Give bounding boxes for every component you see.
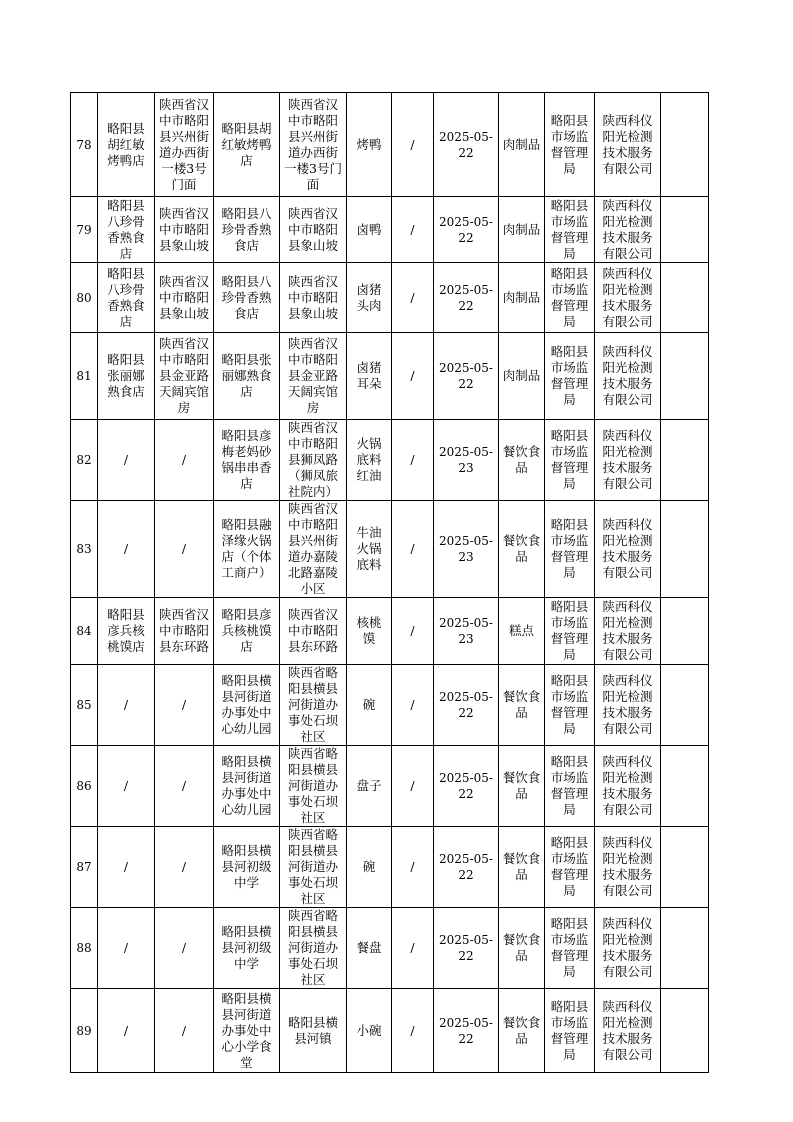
producer-address-cell-text: 陕西省汉中市略阳县兴州街道办西街一楼3号门面 bbox=[284, 96, 342, 192]
sampled-unit-address-cell-text: 陕西省汉中市略阳县象山坡 bbox=[158, 205, 209, 253]
remark-cell bbox=[661, 420, 709, 501]
organizing-bureau-cell bbox=[545, 263, 595, 333]
sampled-unit-address-cell bbox=[155, 989, 214, 1073]
testing-agency-cell-text: 陕西科仪阳光检测技术服务有限公司 bbox=[602, 673, 653, 736]
producer-name-cell bbox=[214, 989, 280, 1073]
producer-name-cell-text: 略阳县横县河初级中学 bbox=[221, 843, 272, 890]
producer-name-cell bbox=[214, 197, 280, 263]
sampled-unit-name-cell bbox=[98, 827, 155, 908]
producer-address-cell-text: 陕西省略阳县横县河街道办事处石坝社区 bbox=[287, 746, 338, 825]
testing-agency-cell-text: 陕西科仪阳光检测技术服务有限公司 bbox=[602, 112, 653, 176]
organizing-bureau-cell bbox=[545, 93, 595, 197]
organizing-bureau-cell-text: 略阳县市场监督管理局 bbox=[550, 112, 589, 176]
testing-agency-cell bbox=[595, 989, 661, 1073]
sampling-date-cell bbox=[434, 501, 499, 598]
row-number-cell-text: 87 bbox=[76, 860, 92, 874]
producer-address-cell-text: 陕西省略阳县横县河街道办事处石坝社区 bbox=[287, 908, 338, 987]
sampling-date-cell bbox=[434, 333, 499, 420]
testing-agency-cell bbox=[595, 665, 661, 746]
testing-agency-cell-text: 陕西科仪阳光检测技术服务有限公司 bbox=[602, 916, 653, 979]
spec-cell-text: / bbox=[410, 623, 415, 638]
organizing-bureau-cell bbox=[545, 333, 595, 420]
producer-name-cell-text: 略阳县横县河初级中学 bbox=[221, 924, 272, 971]
sampling-date-cell bbox=[434, 989, 499, 1073]
spec-cell-text: / bbox=[410, 778, 415, 793]
organizing-bureau-cell-text: 略阳县市场监督管理局 bbox=[550, 344, 589, 407]
sampled-unit-name-cell bbox=[98, 420, 155, 501]
sampled-unit-address-cell-text: 陕西省汉中市略阳县金亚路天阔宾馆房 bbox=[158, 336, 209, 415]
sampled-unit-name-cell-text: 略阳县张丽娜熟食店 bbox=[107, 352, 145, 399]
testing-agency-cell-text: 陕西科仪阳光检测技术服务有限公司 bbox=[602, 998, 653, 1062]
sampled-unit-address-cell-text: 陕西省汉中市略阳县象山坡 bbox=[158, 273, 209, 321]
food-category-cell-text: 餐饮食品 bbox=[502, 932, 541, 963]
sampled-unit-name-cell bbox=[98, 501, 155, 598]
food-category-cell-text: 餐饮食品 bbox=[502, 770, 541, 801]
table-row bbox=[71, 908, 709, 989]
table-row bbox=[71, 598, 709, 665]
sample-name-cell bbox=[347, 665, 392, 746]
sample-name-cell bbox=[347, 263, 392, 333]
sampling-date-cell bbox=[434, 908, 499, 989]
organizing-bureau-cell bbox=[545, 746, 595, 827]
row-number-cell-text: 78 bbox=[76, 137, 92, 152]
food-category-cell-text: 肉制品 bbox=[502, 368, 541, 383]
organizing-bureau-cell bbox=[545, 665, 595, 746]
sampled-unit-name-cell-text: / bbox=[123, 940, 129, 955]
producer-address-cell-text: 陕西省汉中市略阳县兴州街道办嘉陵北路嘉陵小区 bbox=[287, 501, 338, 596]
testing-agency-cell bbox=[595, 93, 661, 197]
food-category-cell bbox=[499, 598, 545, 665]
sample-name-cell-text: 卤鸭 bbox=[356, 221, 382, 237]
food-category-cell-text: 肉制品 bbox=[502, 289, 541, 305]
row-number-cell-text: 80 bbox=[76, 290, 92, 305]
sample-name-cell bbox=[347, 197, 392, 263]
sampling-date-cell bbox=[434, 598, 499, 665]
sampled-unit-name-cell bbox=[98, 333, 155, 420]
sampled-unit-name-cell bbox=[98, 263, 155, 333]
table-row bbox=[71, 93, 709, 197]
sampling-date-cell-text: 2025-05-22 bbox=[439, 852, 493, 882]
producer-name-cell-text: 略阳县融泽缘火锅店（个体工商户） bbox=[221, 517, 272, 580]
sampling-date-cell bbox=[434, 746, 499, 827]
food-category-cell-text: 餐饮食品 bbox=[502, 444, 541, 475]
sampling-table-body bbox=[71, 93, 709, 1073]
sample-name-cell bbox=[347, 598, 392, 665]
producer-address-cell bbox=[280, 501, 347, 598]
producer-name-cell-text: 略阳县彦兵核桃馍店 bbox=[221, 607, 272, 654]
sampled-unit-name-cell-text: / bbox=[123, 697, 129, 712]
spec-cell bbox=[392, 665, 434, 746]
sampled-unit-address-cell bbox=[155, 665, 214, 746]
row-number-cell-text: 81 bbox=[76, 369, 92, 383]
sampling-date-cell-text: 2025-05-22 bbox=[439, 1015, 493, 1046]
sampling-date-cell-text: 2025-05-22 bbox=[439, 129, 493, 160]
row-number-cell-text: 84 bbox=[76, 624, 92, 638]
row-number-cell bbox=[71, 908, 98, 989]
sampling-date-cell-text: 2025-05-22 bbox=[439, 282, 493, 313]
food-category-cell bbox=[499, 827, 545, 908]
producer-address-cell bbox=[280, 746, 347, 827]
spec-cell bbox=[392, 501, 434, 598]
sampling-date-cell-text: 2025-05-22 bbox=[439, 771, 493, 801]
organizing-bureau-cell bbox=[545, 989, 595, 1073]
spec-cell bbox=[392, 333, 434, 420]
testing-agency-cell bbox=[595, 908, 661, 989]
producer-name-cell bbox=[214, 598, 280, 665]
remark-cell bbox=[661, 333, 709, 420]
organizing-bureau-cell-text: 略阳县市场监督管理局 bbox=[550, 265, 589, 329]
sampling-date-cell bbox=[434, 420, 499, 501]
sampled-unit-name-cell bbox=[98, 665, 155, 746]
row-number-cell-text: 82 bbox=[76, 453, 92, 467]
spec-cell bbox=[392, 827, 434, 908]
sampled-unit-name-cell-text: / bbox=[123, 452, 129, 467]
sample-name-cell bbox=[347, 501, 392, 598]
table-row bbox=[71, 501, 709, 598]
testing-agency-cell bbox=[595, 746, 661, 827]
food-category-cell-text: 肉制品 bbox=[502, 136, 541, 152]
sampled-unit-address-cell-text: / bbox=[181, 452, 187, 467]
spec-cell-text: / bbox=[410, 859, 415, 874]
producer-name-cell bbox=[214, 665, 280, 746]
organizing-bureau-cell-text: 略阳县市场监督管理局 bbox=[550, 599, 589, 662]
producer-address-cell-text: 陕西省略阳县横县河街道办事处石坝社区 bbox=[287, 827, 338, 906]
food-category-cell bbox=[499, 197, 545, 263]
row-number-cell bbox=[71, 989, 98, 1073]
sampled-unit-name-cell bbox=[98, 598, 155, 665]
sampled-unit-address-cell-text: 陕西省汉中市略阳县兴州街道办西街一楼3号门面 bbox=[158, 96, 209, 192]
sample-name-cell-text: 卤猪耳朵 bbox=[356, 360, 382, 391]
organizing-bureau-cell-text: 略阳县市场监督管理局 bbox=[550, 517, 589, 580]
sampled-unit-name-cell bbox=[98, 93, 155, 197]
sample-name-cell bbox=[347, 93, 392, 197]
producer-address-cell-text: 陕西省汉中市略阳县象山坡 bbox=[287, 205, 338, 253]
food-category-cell-text: 肉制品 bbox=[502, 221, 541, 237]
food-category-cell-text: 餐饮食品 bbox=[502, 1014, 541, 1046]
row-number-cell bbox=[71, 598, 98, 665]
sample-name-cell-text: 卤猪头肉 bbox=[356, 281, 382, 313]
spec-cell bbox=[392, 746, 434, 827]
sample-name-cell-text: 盘子 bbox=[356, 778, 382, 793]
sample-name-cell bbox=[347, 333, 392, 420]
sample-name-cell bbox=[347, 746, 392, 827]
organizing-bureau-cell bbox=[545, 197, 595, 263]
spec-cell-text: / bbox=[410, 940, 415, 955]
sampling-date-cell-text: 2025-05-23 bbox=[439, 534, 493, 564]
spec-cell bbox=[392, 908, 434, 989]
sampled-unit-name-cell-text: 略阳县八珍骨香熟食店 bbox=[107, 197, 145, 261]
spec-cell-text: / bbox=[410, 368, 415, 383]
organizing-bureau-cell-text: 略阳县市场监督管理局 bbox=[550, 428, 589, 491]
producer-name-cell-text: 略阳县胡红敏烤鸭店 bbox=[221, 120, 272, 168]
spec-cell-text: / bbox=[410, 1022, 415, 1038]
producer-address-cell bbox=[280, 263, 347, 333]
producer-address-cell bbox=[280, 908, 347, 989]
testing-agency-cell-text: 陕西科仪阳光检测技术服务有限公司 bbox=[602, 197, 653, 261]
sampled-unit-address-cell-text: / bbox=[181, 541, 187, 556]
sampled-unit-address-cell bbox=[155, 197, 214, 263]
spec-cell bbox=[392, 598, 434, 665]
sampled-unit-name-cell bbox=[98, 908, 155, 989]
table-row bbox=[71, 197, 709, 263]
spec-cell-text: / bbox=[410, 541, 415, 556]
food-category-cell-text: 餐饮食品 bbox=[502, 533, 541, 564]
remark-cell bbox=[661, 501, 709, 598]
sampling-table bbox=[70, 92, 709, 1073]
spec-cell-text: / bbox=[410, 697, 415, 712]
sample-name-cell-text: 碗 bbox=[362, 859, 376, 874]
spec-cell-text: / bbox=[410, 221, 415, 237]
producer-name-cell bbox=[214, 827, 280, 908]
sampling-date-cell-text: 2025-05-22 bbox=[439, 361, 493, 391]
sampling-date-cell bbox=[434, 665, 499, 746]
row-number-cell-text: 88 bbox=[76, 941, 92, 955]
sampling-date-cell-text: 2025-05-22 bbox=[439, 933, 493, 963]
testing-agency-cell bbox=[595, 263, 661, 333]
food-category-cell bbox=[499, 989, 545, 1073]
remark-cell bbox=[661, 598, 709, 665]
producer-name-cell-text: 略阳县八珍骨香熟食店 bbox=[221, 205, 272, 253]
row-number-cell bbox=[71, 501, 98, 598]
producer-name-cell-text: 略阳县八珍骨香熟食店 bbox=[221, 273, 272, 321]
row-number-cell-text: 83 bbox=[76, 542, 92, 556]
sampled-unit-address-cell bbox=[155, 263, 214, 333]
row-number-cell bbox=[71, 420, 98, 501]
sampled-unit-name-cell-text: / bbox=[123, 778, 129, 793]
food-category-cell bbox=[499, 263, 545, 333]
row-number-cell bbox=[71, 263, 98, 333]
sampled-unit-address-cell-text: / bbox=[181, 1022, 187, 1038]
producer-name-cell bbox=[214, 746, 280, 827]
producer-name-cell bbox=[214, 908, 280, 989]
producer-name-cell bbox=[214, 420, 280, 501]
row-number-cell-text: 89 bbox=[76, 1023, 92, 1038]
sample-name-cell bbox=[347, 420, 392, 501]
producer-address-cell bbox=[280, 420, 347, 501]
organizing-bureau-cell bbox=[545, 501, 595, 598]
row-number-cell bbox=[71, 827, 98, 908]
sampled-unit-address-cell bbox=[155, 93, 214, 197]
remark-cell bbox=[661, 746, 709, 827]
spec-cell bbox=[392, 263, 434, 333]
producer-address-cell bbox=[280, 93, 347, 197]
row-number-cell bbox=[71, 93, 98, 197]
food-category-cell-text: 糕点 bbox=[508, 623, 534, 638]
food-category-cell bbox=[499, 501, 545, 598]
producer-name-cell bbox=[214, 333, 280, 420]
sampling-date-cell bbox=[434, 197, 499, 263]
food-category-cell bbox=[499, 93, 545, 197]
sampled-unit-address-cell bbox=[155, 420, 214, 501]
producer-address-cell bbox=[280, 665, 347, 746]
remark-cell bbox=[661, 989, 709, 1073]
sampled-unit-address-cell bbox=[155, 501, 214, 598]
sampled-unit-name-cell-text: / bbox=[123, 1022, 129, 1038]
testing-agency-cell bbox=[595, 501, 661, 598]
sampled-unit-name-cell bbox=[98, 197, 155, 263]
testing-agency-cell bbox=[595, 420, 661, 501]
sampled-unit-name-cell-text: 略阳县彦兵核桃馍店 bbox=[107, 607, 145, 654]
remark-cell bbox=[661, 197, 709, 263]
spec-cell-text: / bbox=[410, 452, 415, 467]
sampling-date-cell-text: 2025-05-22 bbox=[439, 214, 493, 245]
organizing-bureau-cell-text: 略阳县市场监督管理局 bbox=[550, 197, 589, 261]
testing-agency-cell-text: 陕西科仪阳光检测技术服务有限公司 bbox=[602, 344, 653, 407]
sampled-unit-address-cell-text: / bbox=[181, 940, 187, 955]
producer-address-cell bbox=[280, 989, 347, 1073]
producer-name-cell-text: 略阳县张丽娜熟食店 bbox=[221, 352, 272, 399]
table-row bbox=[71, 827, 709, 908]
sampled-unit-name-cell-text: / bbox=[123, 859, 129, 874]
remark-cell bbox=[661, 263, 709, 333]
spec-cell bbox=[392, 93, 434, 197]
row-number-cell bbox=[71, 746, 98, 827]
testing-agency-cell bbox=[595, 197, 661, 263]
organizing-bureau-cell bbox=[545, 827, 595, 908]
sample-name-cell-text: 牛油火锅底料 bbox=[356, 525, 382, 572]
remark-cell bbox=[661, 908, 709, 989]
sample-name-cell bbox=[347, 989, 392, 1073]
sampled-unit-address-cell-text: / bbox=[181, 697, 187, 712]
producer-name-cell-text: 略阳县彦梅老妈砂锅串串香店 bbox=[221, 428, 272, 491]
producer-name-cell-text: 略阳县横县河街道办事处中心幼儿园 bbox=[221, 673, 272, 736]
organizing-bureau-cell bbox=[545, 598, 595, 665]
sampled-unit-address-cell bbox=[155, 908, 214, 989]
sample-name-cell-text: 餐盘 bbox=[356, 940, 382, 955]
row-number-cell bbox=[71, 665, 98, 746]
sampled-unit-name-cell-text: 略阳县胡红敏烤鸭店 bbox=[107, 120, 145, 168]
organizing-bureau-cell bbox=[545, 420, 595, 501]
food-category-cell bbox=[499, 746, 545, 827]
testing-agency-cell-text: 陕西科仪阳光检测技术服务有限公司 bbox=[602, 599, 653, 662]
sampling-date-cell-text: 2025-05-23 bbox=[439, 616, 493, 646]
testing-agency-cell-text: 陕西科仪阳光检测技术服务有限公司 bbox=[602, 428, 653, 491]
organizing-bureau-cell-text: 略阳县市场监督管理局 bbox=[550, 998, 589, 1062]
sample-name-cell-text: 碗 bbox=[362, 697, 376, 712]
sample-name-cell-text: 烤鸭 bbox=[356, 136, 382, 152]
testing-agency-cell-text: 陕西科仪阳光检测技术服务有限公司 bbox=[602, 265, 653, 329]
food-category-cell bbox=[499, 333, 545, 420]
sampled-unit-address-cell bbox=[155, 746, 214, 827]
testing-agency-cell-text: 陕西科仪阳光检测技术服务有限公司 bbox=[602, 754, 653, 817]
producer-address-cell-text: 陕西省汉中市略阳县象山坡 bbox=[287, 273, 338, 321]
producer-address-cell bbox=[280, 333, 347, 420]
table-row bbox=[71, 989, 709, 1073]
remark-cell bbox=[661, 665, 709, 746]
sampling-date-cell bbox=[434, 827, 499, 908]
spec-cell-text: / bbox=[410, 136, 415, 152]
table-row bbox=[71, 746, 709, 827]
spec-cell bbox=[392, 420, 434, 501]
testing-agency-cell bbox=[595, 598, 661, 665]
producer-address-cell-text: 陕西省汉中市略阳县东环路 bbox=[287, 607, 338, 654]
producer-name-cell bbox=[214, 263, 280, 333]
organizing-bureau-cell-text: 略阳县市场监督管理局 bbox=[550, 673, 589, 736]
organizing-bureau-cell bbox=[545, 908, 595, 989]
sampled-unit-address-cell-text: / bbox=[181, 778, 187, 793]
producer-address-cell bbox=[280, 598, 347, 665]
sampling-date-cell-text: 2025-05-22 bbox=[439, 690, 493, 720]
sampling-date-cell bbox=[434, 263, 499, 333]
food-category-cell bbox=[499, 665, 545, 746]
sample-name-cell bbox=[347, 827, 392, 908]
sampled-unit-name-cell-text: 略阳县八珍骨香熟食店 bbox=[107, 265, 145, 329]
organizing-bureau-cell-text: 略阳县市场监督管理局 bbox=[550, 754, 589, 817]
sampled-unit-name-cell-text: / bbox=[123, 541, 129, 556]
sample-name-cell-text: 小碗 bbox=[356, 1022, 382, 1038]
table-row bbox=[71, 333, 709, 420]
sampling-date-cell bbox=[434, 93, 499, 197]
testing-agency-cell-text: 陕西科仪阳光检测技术服务有限公司 bbox=[602, 835, 653, 898]
producer-address-cell-text: 陕西省略阳县横县河街道办事处石坝社区 bbox=[287, 665, 338, 744]
spec-cell bbox=[392, 989, 434, 1073]
sample-name-cell bbox=[347, 908, 392, 989]
sampled-unit-address-cell bbox=[155, 598, 214, 665]
testing-agency-cell bbox=[595, 827, 661, 908]
sample-name-cell-text: 核桃馍 bbox=[356, 615, 382, 646]
row-number-cell-text: 85 bbox=[76, 698, 92, 712]
row-number-cell bbox=[71, 197, 98, 263]
producer-name-cell bbox=[214, 501, 280, 598]
sample-name-cell-text: 火锅底料红油 bbox=[356, 436, 382, 483]
producer-address-cell-text: 陕西省汉中市略阳县金亚路天阔宾馆房 bbox=[287, 336, 338, 415]
table-row bbox=[71, 665, 709, 746]
sampled-unit-address-cell bbox=[155, 827, 214, 908]
producer-name-cell-text: 略阳县横县河街道办事处中心小学食堂 bbox=[221, 990, 272, 1070]
producer-address-cell bbox=[280, 197, 347, 263]
row-number-cell bbox=[71, 333, 98, 420]
organizing-bureau-cell-text: 略阳县市场监督管理局 bbox=[550, 835, 589, 898]
row-number-cell-text: 79 bbox=[76, 222, 92, 237]
remark-cell bbox=[661, 93, 709, 197]
testing-agency-cell-text: 陕西科仪阳光检测技术服务有限公司 bbox=[602, 517, 653, 580]
table-row bbox=[71, 420, 709, 501]
producer-address-cell-text: 陕西省汉中市略阳县狮凤路（狮凤旅社院内） bbox=[287, 420, 338, 499]
sampled-unit-address-cell-text: / bbox=[181, 859, 187, 874]
producer-address-cell-text: 略阳县横县河镇 bbox=[287, 1014, 338, 1046]
producer-name-cell bbox=[214, 93, 280, 197]
sampled-unit-address-cell bbox=[155, 333, 214, 420]
food-category-cell bbox=[499, 420, 545, 501]
sampled-unit-name-cell bbox=[98, 746, 155, 827]
spec-cell bbox=[392, 197, 434, 263]
sampled-unit-address-cell-text: 陕西省汉中市略阳县东环路 bbox=[158, 607, 209, 654]
organizing-bureau-cell-text: 略阳县市场监督管理局 bbox=[550, 916, 589, 979]
producer-name-cell-text: 略阳县横县河街道办事处中心幼儿园 bbox=[221, 754, 272, 817]
sampling-date-cell-text: 2025-05-23 bbox=[439, 445, 493, 475]
testing-agency-cell bbox=[595, 333, 661, 420]
table-row bbox=[71, 263, 709, 333]
spec-cell-text: / bbox=[410, 289, 415, 305]
row-number-cell-text: 86 bbox=[76, 779, 92, 793]
sampled-unit-name-cell bbox=[98, 989, 155, 1073]
producer-address-cell bbox=[280, 827, 347, 908]
remark-cell bbox=[661, 827, 709, 908]
food-category-cell-text: 餐饮食品 bbox=[502, 689, 541, 720]
food-category-cell-text: 餐饮食品 bbox=[502, 851, 541, 882]
food-category-cell bbox=[499, 908, 545, 989]
